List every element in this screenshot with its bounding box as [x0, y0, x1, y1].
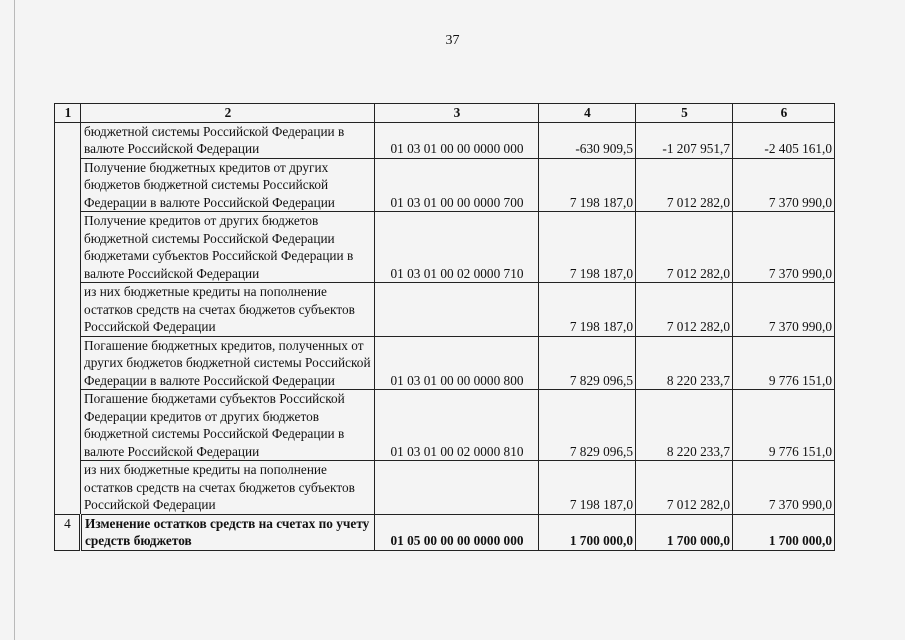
row-value-year2: 1 700 000,0	[636, 514, 733, 550]
row-value-year3: 7 370 990,0	[733, 212, 835, 283]
row-value-year2: 7 012 282,0	[636, 461, 733, 515]
header-cell-6: 6	[733, 104, 835, 123]
table-row	[55, 158, 835, 212]
header-cell-5: 5	[636, 104, 733, 123]
row-description: бюджетной системы Российской Федерации в валюте Российской Федерации	[81, 122, 375, 158]
row-value-year2: 7 012 282,0	[636, 158, 733, 212]
scan-edge-line	[14, 0, 15, 640]
row-value-year2: 7 012 282,0	[636, 212, 733, 283]
row-value-year1: 7 198 187,0	[539, 283, 636, 337]
table-row	[55, 461, 835, 515]
row-value-year2: 8 220 233,7	[636, 390, 733, 461]
header-cell-1: 1	[55, 104, 81, 123]
table-row	[55, 336, 835, 390]
header-cell-2: 2	[81, 104, 375, 123]
row-code	[375, 283, 539, 337]
row-value-year2: 7 012 282,0	[636, 283, 733, 337]
table-row-total	[55, 514, 835, 550]
row-description: из них бюджетные кредиты на пополнение остатков средств на счетах бюджетов субъектов Российской Федерации	[81, 283, 375, 337]
header-cell-3: 3	[375, 104, 539, 123]
row-description: Погашение бюджетами субъектов Российской Федерации кредитов от других бюджетов бюджетной системы Российской Федерации в валюте Российской Федерации	[81, 390, 375, 461]
row-value-year2: 8 220 233,7	[636, 336, 733, 390]
row-value-year3: -2 405 161,0	[733, 122, 835, 158]
row-value-year3: 7 370 990,0	[733, 461, 835, 515]
row-value-year1: 7 198 187,0	[539, 158, 636, 212]
row-index	[55, 122, 81, 514]
row-code: 01 03 01 00 02 0000 810	[375, 390, 539, 461]
row-value-year1: 7 198 187,0	[539, 461, 636, 515]
table-row	[55, 390, 835, 461]
page-number: 37	[445, 33, 460, 48]
table-row	[55, 283, 835, 337]
row-code: 01 03 01 00 00 0000 800	[375, 336, 539, 390]
row-description: Погашение бюджетных кредитов, полученных от других бюджетов бюджетной системы Российской Федерации в валюте Российской Федерации	[81, 336, 375, 390]
row-value-year1: -630 909,5	[539, 122, 636, 158]
table-row	[55, 212, 835, 283]
row-description: Получение кредитов от других бюджетов бюджетной системы Российской Федерации бюджетами субъектов Российской Федерации в валюте Российской Федерации	[81, 212, 375, 283]
row-code	[375, 461, 539, 515]
row-code: 01 03 01 00 00 0000 700	[375, 158, 539, 212]
row-value-year3: 9 776 151,0	[733, 336, 835, 390]
header-cell-4: 4	[539, 104, 636, 123]
row-index: 4	[55, 514, 81, 550]
row-value-year3: 7 370 990,0	[733, 283, 835, 337]
row-value-year1: 7 829 096,5	[539, 336, 636, 390]
row-value-year3: 9 776 151,0	[733, 390, 835, 461]
row-value-year1: 7 829 096,5	[539, 390, 636, 461]
row-description: Изменение остатков средств на счетах по учету средств бюджетов	[81, 514, 375, 550]
row-value-year1: 7 198 187,0	[539, 212, 636, 283]
row-value-year2: -1 207 951,7	[636, 122, 733, 158]
row-description: Получение бюджетных кредитов от других бюджетов бюджетной системы Российской Федерации в валюте Российской Федерации	[81, 158, 375, 212]
row-description: из них бюджетные кредиты на пополнение остатков средств на счетах бюджетов субъектов Российской Федерации	[81, 461, 375, 515]
budget-table	[54, 103, 835, 551]
row-value-year1: 1 700 000,0	[539, 514, 636, 550]
row-code: 01 03 01 00 00 0000 000	[375, 122, 539, 158]
table-header-row	[55, 104, 835, 123]
row-value-year3: 7 370 990,0	[733, 158, 835, 212]
row-code: 01 05 00 00 00 0000 000	[375, 514, 539, 550]
row-value-year3: 1 700 000,0	[733, 514, 835, 550]
row-code: 01 03 01 00 02 0000 710	[375, 212, 539, 283]
table-row	[55, 122, 835, 158]
